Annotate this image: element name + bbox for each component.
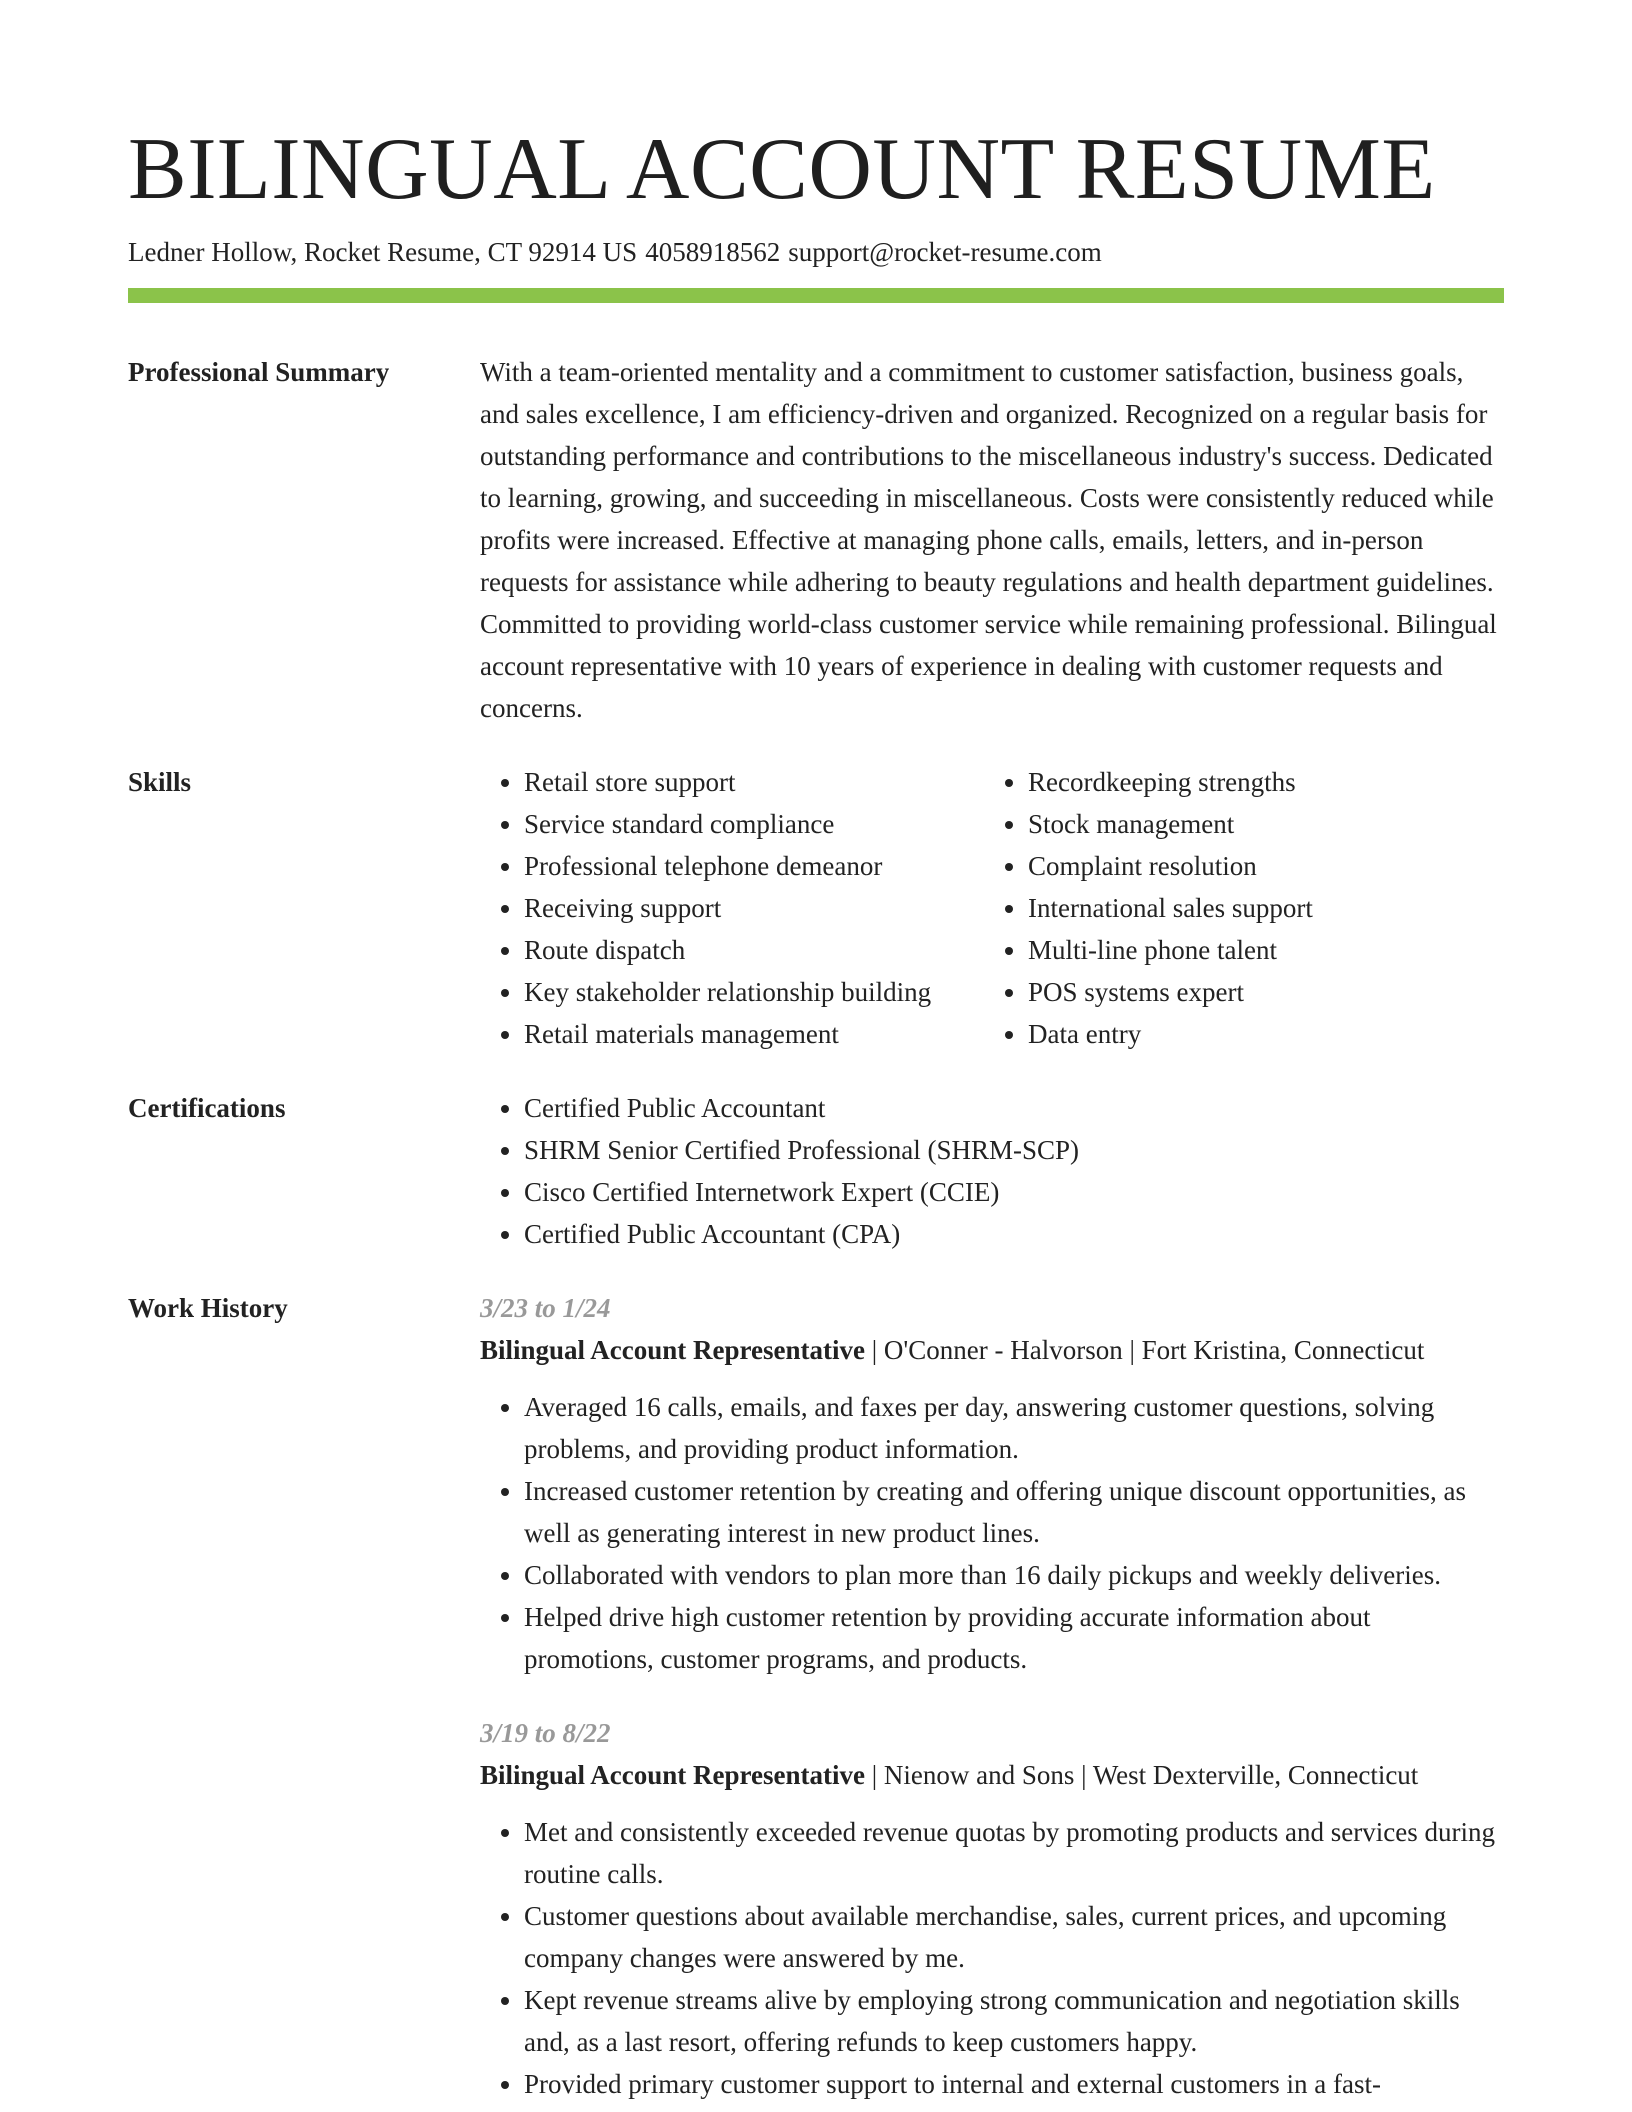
job-bullet: • Collaborated with vendors to plan more than 16 daily pickups and weekly deliveries.	[524, 1554, 1504, 1596]
work-history-body	[480, 1287, 1504, 2105]
summary-section	[128, 351, 1504, 729]
summary-heading: Professional Summary	[128, 357, 390, 387]
summary-body	[480, 351, 1504, 729]
skills-body	[480, 761, 1504, 1055]
certifications-list	[480, 1087, 1504, 1255]
skill-item: • Complaint resolution	[1028, 845, 1313, 887]
skill-item: • Multi-line phone talent	[1028, 929, 1313, 971]
job-dates: 3/19 to 8/22	[480, 1718, 611, 1748]
job-dates: 3/23 to 1/24	[480, 1293, 611, 1323]
skill-item: • Recordkeeping strengths	[1028, 761, 1313, 803]
job-bullet: • Increased customer retention by creating and offering unique discount opportunities, as well as generating interest in new product lines.	[524, 1470, 1504, 1554]
job-bullet: • Kept revenue streams alive by employing strong communication and negotiation skills and, as a last resort, offering refunds to keep customers happy.	[524, 1979, 1504, 2063]
skill-item: • Professional telephone demeanor	[524, 845, 984, 887]
job-bullets	[480, 1386, 1504, 1680]
certification-item: • Certified Public Accountant (CPA)	[524, 1213, 1504, 1255]
job-entry	[480, 1712, 1504, 2105]
skill-item: • Receiving support	[524, 887, 984, 929]
skill-item: • Retail store support	[524, 761, 984, 803]
job-title-line	[480, 1329, 1504, 1371]
skill-item: • Key stakeholder relationship building	[524, 971, 984, 1013]
skills-columns	[480, 761, 1504, 1055]
job-title: Bilingual Account Representative	[480, 1760, 866, 1790]
job-bullet: • Customer questions about available merchandise, sales, current prices, and upcoming company changes were answered by me.	[524, 1895, 1504, 1979]
certifications-body	[480, 1087, 1504, 1255]
certification-item: • Cisco Certified Internetwork Expert (CCIE)	[524, 1171, 1504, 1213]
job-title: Bilingual Account Representative	[480, 1335, 866, 1365]
contact-line	[128, 234, 1504, 270]
job-entry	[480, 1287, 1504, 1680]
work-history-heading: Work History	[128, 1293, 288, 1323]
work-history-section	[128, 1287, 1504, 2105]
contact-address: Ledner Hollow, Rocket Resume, CT 92914 US	[128, 237, 638, 267]
skill-item: • Stock management	[1028, 803, 1313, 845]
skill-item: • International sales support	[1028, 887, 1313, 929]
job-bullet: • Met and consistently exceeded revenue quotas by promoting products and services during routine calls.	[524, 1811, 1504, 1895]
skill-item: • Retail materials management	[524, 1013, 984, 1055]
resume-page	[128, 0, 1504, 2105]
skills-heading: Skills	[128, 767, 192, 797]
skills-section	[128, 761, 1504, 1055]
skills-list-left	[480, 761, 984, 1055]
skill-item: • Data entry	[1028, 1013, 1313, 1055]
skill-item: • Service standard compliance	[524, 803, 984, 845]
contact-email: support@rocket-resume.com	[788, 237, 1102, 267]
skill-item: • Route dispatch	[524, 929, 984, 971]
job-details: | O'Conner - Halvorson | Fort Kristina, Connecticut	[865, 1335, 1425, 1365]
job-bullet: • Averaged 16 calls, emails, and faxes per day, answering customer questions, solving problems, and providing product information.	[524, 1386, 1504, 1470]
certifications-section	[128, 1087, 1504, 1255]
job-bullets	[480, 1811, 1504, 2105]
job-details: | Nienow and Sons | West Dexterville, Connecticut	[865, 1760, 1419, 1790]
certifications-heading: Certifications	[128, 1093, 286, 1123]
resume-title: BILINGUAL ACCOUNT RESUME	[128, 121, 1436, 218]
skill-item: • POS systems expert	[1028, 971, 1313, 1013]
summary-text: With a team-oriented mentality and a commitment to customer satisfaction, business goals, and sales excellence, I am efficiency-driven and organized. Recognized on a regular basis for outstanding performance and contributions to the miscellaneous industry's success. Dedicated to learning, growing, and succeeding in miscellaneous. Costs were consistently reduced while profits were increased. Effective at managing phone calls, emails, letters, and in-person requests for assistance while adhering to beauty regulations and health department guidelines. Committed to providing world-class customer service while remaining professional. Bilingual account representative with 10 years of experience in dealing with customer requests and concerns.	[480, 357, 1497, 723]
certification-item: • SHRM Senior Certified Professional (SHRM-SCP)	[524, 1129, 1504, 1171]
header-divider	[128, 288, 1504, 303]
contact-phone: 4058918562	[645, 237, 781, 267]
skills-list-right	[984, 761, 1313, 1055]
job-bullet: • Helped drive high customer retention by providing accurate information about promotions, customer programs, and products.	[524, 1596, 1504, 1680]
certification-item: • Certified Public Accountant	[524, 1087, 1504, 1129]
job-bullet: • Provided primary customer support to internal and external customers in a fast-	[524, 2063, 1504, 2105]
job-title-line	[480, 1754, 1504, 1796]
